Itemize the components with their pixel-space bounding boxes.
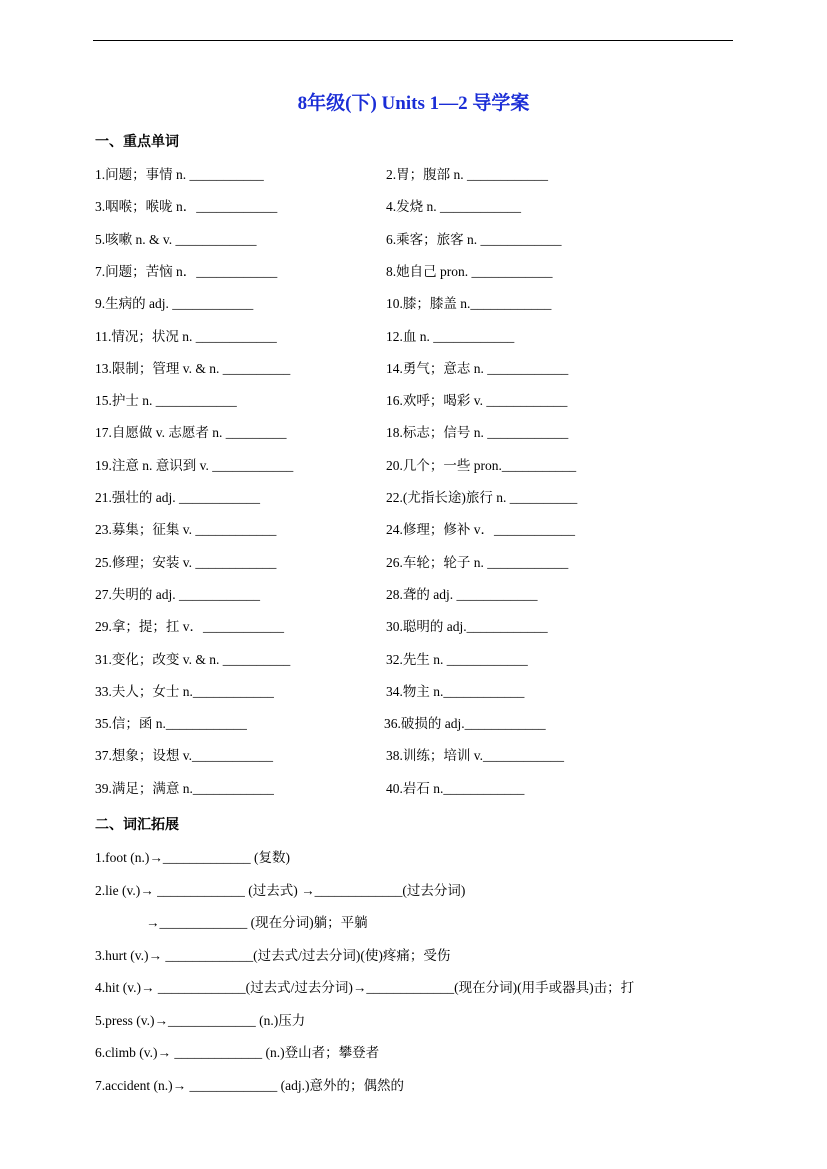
- expansion-item: 3.hurt (v.)→ _____________(过去式/过去分词)(使)疼痛；受伤: [95, 947, 451, 963]
- vocab-item-right: 12.血 n. ____________: [386, 328, 515, 344]
- vocab-item-right: 4.发烧 n. ____________: [386, 199, 521, 215]
- page-title: 8年级(下) Units 1—2 导学案: [297, 93, 530, 114]
- vocab-item-left: 15.护士 n. ____________: [95, 393, 237, 409]
- vocab-item-right: 34.物主 n.____________: [386, 683, 525, 699]
- section-heading-vocabulary: 一、重点单词: [95, 135, 179, 150]
- vocab-item-left: 13.限制；管理 v. & n. __________: [95, 360, 291, 376]
- vocab-item-right: 40.岩石 n.____________: [386, 780, 525, 796]
- vocab-item-right: 2.胃；腹部 n. ____________: [386, 167, 548, 182]
- vocab-item-left: 5.咳嗽 n. & v. ____________: [95, 231, 257, 247]
- vocab-item-right: 28.聋的 adj. ____________: [386, 586, 538, 602]
- vocab-item-left: 23.募集；征集 v. ____________: [95, 522, 277, 538]
- vocab-item-left: 31.变化；改变 v. & n. __________: [95, 651, 291, 667]
- vocab-item-left: 27.失明的 adj. ____________: [95, 586, 260, 602]
- vocab-item-left: 1.问题；事情 n. ___________: [95, 167, 264, 182]
- expansion-item: 6.climb (v.)→ _____________ (n.)登山者；攀登者: [95, 1045, 380, 1060]
- expansion-item: 4.hit (v.)→ _____________(过去式/过去分词)→_____________(现在分词)(用手或器具)击；打: [95, 980, 635, 995]
- vocab-item-right: 30.聪明的 adj.____________: [386, 619, 548, 635]
- vocab-item-left: 11.情况；状况 n. ____________: [95, 328, 277, 344]
- vocab-item-right: 8.她自己 pron. ____________: [386, 263, 553, 279]
- vocab-item-left: 39.满足；满意 n.____________: [95, 780, 274, 796]
- vocab-item-left: 7.问题；苦恼 n．____________: [95, 263, 278, 279]
- vocab-item-left: 17.自愿做 v. 志愿者 n. _________: [95, 425, 287, 441]
- expansion-item: 2.lie (v.)→ _____________ (过去式) →_____________(过去分词): [95, 882, 466, 898]
- expansion-item: →_____________ (现在分词)躺；平躺: [146, 915, 368, 930]
- vocab-item-right: 6.乘客；旅客 n. ____________: [386, 231, 562, 247]
- vocab-item-left: 37.想象；设想 v.____________: [95, 748, 273, 764]
- vocab-item-right: 36.破损的 adj.____________: [384, 716, 546, 732]
- top-rule: [93, 40, 733, 41]
- vocab-item-right: 16.欢呼；喝彩 v. ____________: [386, 393, 568, 409]
- vocab-item-right: 26.车轮；轮子 n. ____________: [386, 554, 569, 570]
- vocab-item-right: 22.(尤指长途)旅行 n. __________: [386, 490, 578, 505]
- vocab-item-right: 10.膝；膝盖 n.____________: [386, 296, 552, 312]
- vocab-item-right: 38.训练；培训 v.____________: [386, 748, 564, 764]
- section-heading-expansion: 二、词汇拓展: [95, 818, 179, 833]
- vocab-item-right: 14.勇气；意志 n. ____________: [386, 360, 569, 376]
- vocab-item-left: 9.生病的 adj. ____________: [95, 296, 254, 312]
- expansion-item: 5.press (v.)→_____________ (n.)压力: [95, 1012, 306, 1028]
- expansion-item: 1.foot (n.)→_____________ (复数): [95, 850, 290, 865]
- vocab-item-left: 21.强壮的 adj. ____________: [95, 490, 260, 505]
- vocab-item-left: 35.信；函 n.____________: [95, 716, 247, 732]
- vocab-item-right: 32.先生 n. ____________: [386, 651, 528, 667]
- vocab-item-left: 33.夫人；女士 n.____________: [95, 683, 274, 699]
- expansion-item: 7.accident (n.)→ _____________ (adj.)意外的；偶然的: [95, 1077, 404, 1093]
- vocab-item-left: 25.修理；安装 v. ____________: [95, 554, 277, 570]
- vocab-item-right: 20.几个；一些 pron.___________: [386, 457, 577, 473]
- vocab-item-left: 19.注意 n. 意识到 v. ____________: [95, 457, 294, 473]
- vocab-item-right: 18.标志；信号 n. ____________: [386, 425, 569, 441]
- vocab-item-right: 24.修理；修补 v．____________: [386, 522, 575, 538]
- vocab-item-left: 29.拿；提；扛 v．____________: [95, 619, 284, 635]
- vocab-item-left: 3.咽喉；喉咙 n．____________: [95, 199, 278, 215]
